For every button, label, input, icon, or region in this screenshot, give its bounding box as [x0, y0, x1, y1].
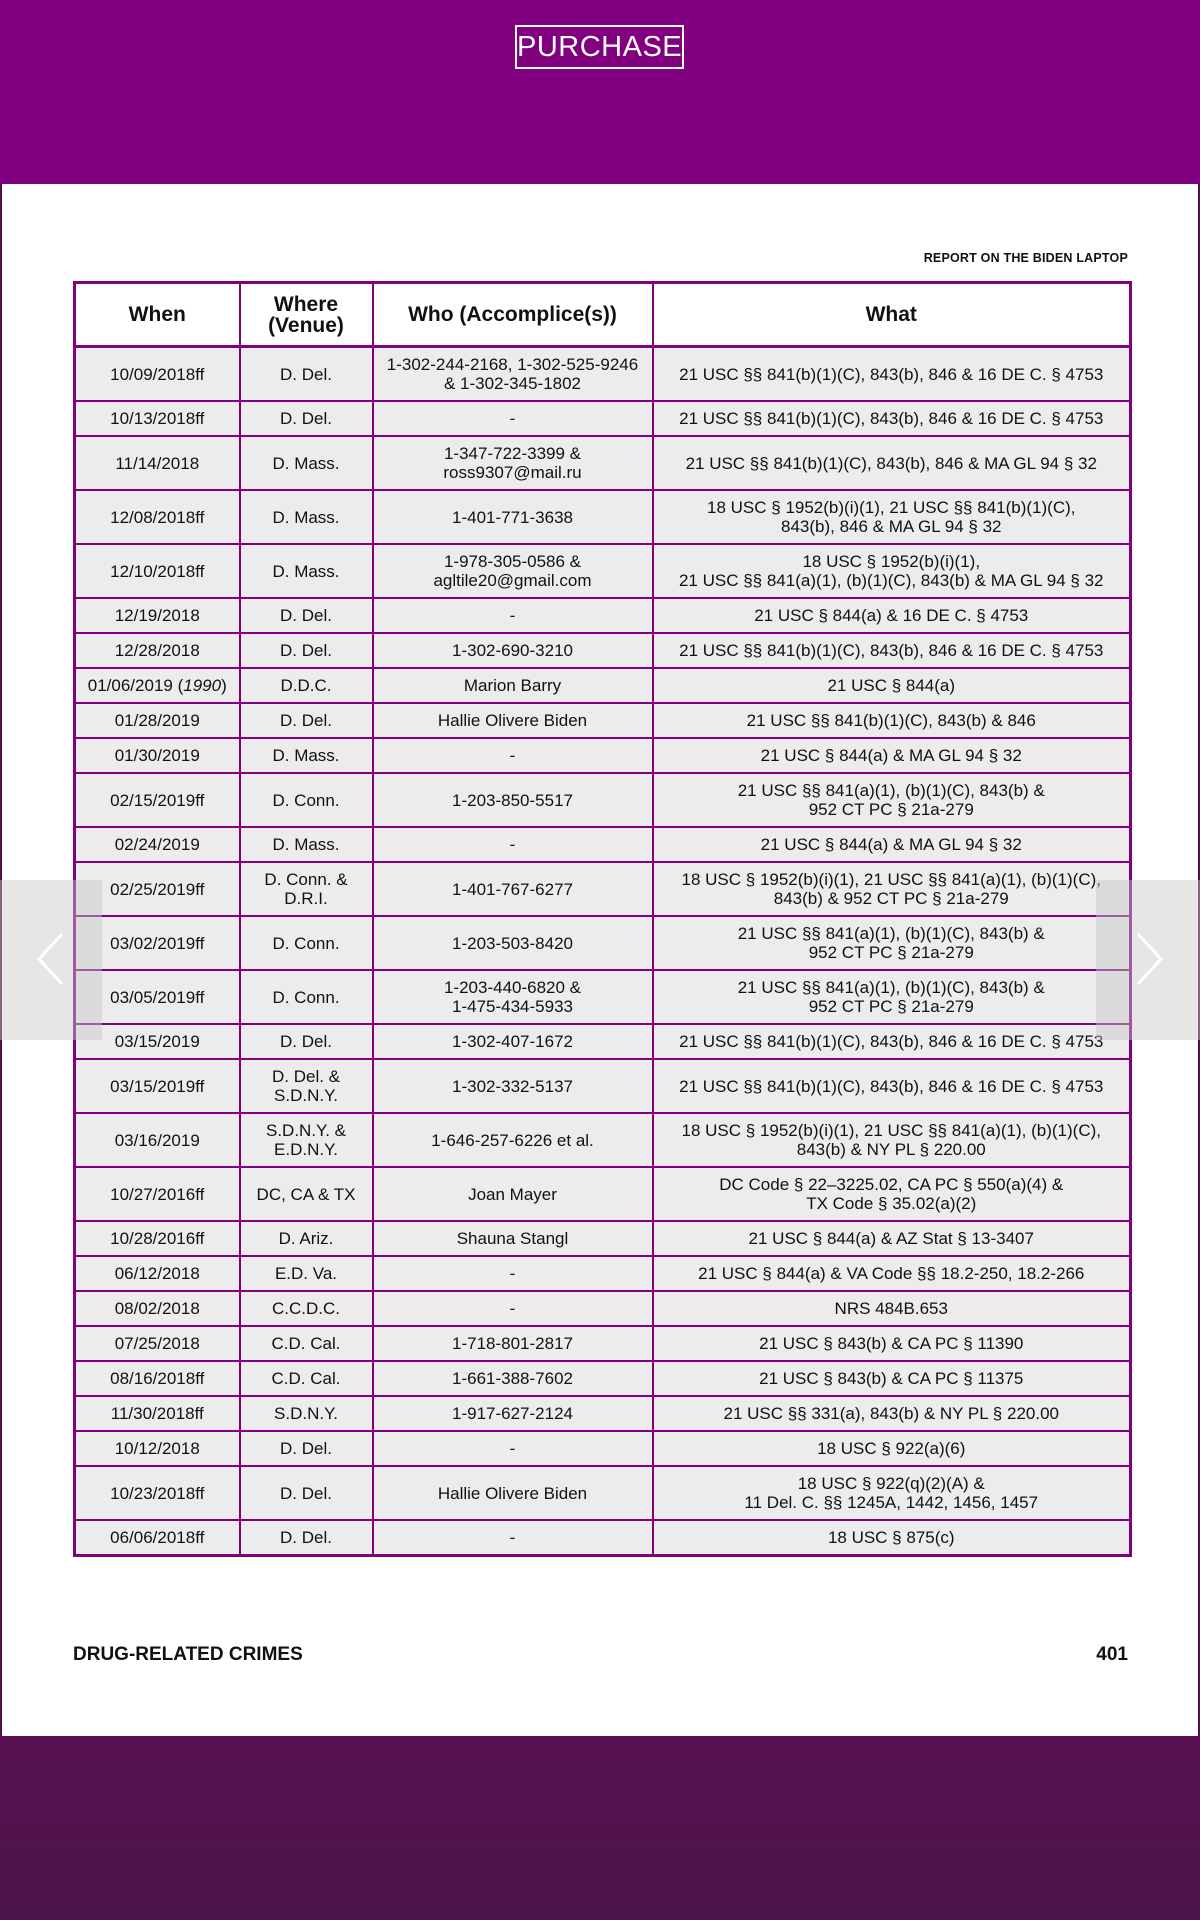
cell-when-text: 01/06/2019 (: [87, 676, 184, 695]
cell-who: Marion Barry: [373, 668, 653, 703]
cell-what: 18 USC § 922(a)(6): [653, 1431, 1131, 1466]
table-row: [75, 544, 1131, 598]
cell-when: 02/15/2019ff: [75, 773, 240, 827]
table-row: [75, 1361, 1131, 1396]
book-page: [2, 184, 1198, 1736]
table-row: [75, 703, 1131, 738]
cell-where: D.D.C.: [240, 668, 373, 703]
purchase-button[interactable]: PURCHASE: [515, 25, 684, 69]
table-row: [75, 668, 1131, 703]
cell-when: 12/28/2018: [75, 633, 240, 668]
cell-who: 1-978-305-0586 & agltile20@gmail.com: [373, 544, 653, 598]
cell-what: DC Code § 22–3225.02, CA PC § 550(a)(4) & TX Code § 35.02(a)(2): [653, 1167, 1131, 1221]
cell-what: 21 USC §§ 841(a)(1), (b)(1)(C), 843(b) & 952 CT PC § 21a-279: [653, 773, 1131, 827]
cell-when: 03/02/2019ff: [75, 916, 240, 970]
cell-what: 21 USC §§ 841(b)(1)(C), 843(b) & 846: [653, 703, 1131, 738]
cell-where: S.D.N.Y. & E.D.N.Y.: [240, 1113, 373, 1167]
table-row: [75, 1113, 1131, 1167]
cell-what: 21 USC §§ 841(b)(1)(C), 843(b), 846 & 16 DE C. § 4753: [653, 1059, 1131, 1113]
cell-where: D. Mass.: [240, 544, 373, 598]
cell-when: 06/12/2018: [75, 1256, 240, 1291]
cell-where: DC, CA & TX: [240, 1167, 373, 1221]
column-header-where: Where (Venue): [240, 283, 373, 347]
cell-what: 21 USC § 844(a) & VA Code §§ 18.2-250, 18.2-266: [653, 1256, 1131, 1291]
cell-when: 10/23/2018ff: [75, 1466, 240, 1520]
cell-when: 10/09/2018ff: [75, 347, 240, 402]
cell-when: 11/14/2018: [75, 436, 240, 490]
cell-when: 01/28/2019: [75, 703, 240, 738]
cell-where: D. Del.: [240, 347, 373, 402]
cell-what: 21 USC § 843(b) & CA PC § 11390: [653, 1326, 1131, 1361]
cell-where: D. Del.: [240, 1431, 373, 1466]
cell-who: -: [373, 738, 653, 773]
cell-who: 1-718-801-2817: [373, 1326, 653, 1361]
cell-what: 18 USC § 875(c): [653, 1520, 1131, 1556]
crimes-table: [73, 281, 1132, 1557]
cell-when: 01/30/2019: [75, 738, 240, 773]
cell-where: D. Conn.: [240, 916, 373, 970]
cell-where: D. Conn. & D.R.I.: [240, 862, 373, 916]
cell-who: 1-302-407-1672: [373, 1024, 653, 1059]
cell-when: 03/16/2019: [75, 1113, 240, 1167]
table-row: [75, 633, 1131, 668]
cell-what: 21 USC § 844(a) & MA GL 94 § 32: [653, 827, 1131, 862]
cell-where: D. Conn.: [240, 970, 373, 1024]
running-head: REPORT ON THE BIDEN LAPTOP: [923, 251, 1128, 265]
cell-when: 08/02/2018: [75, 1291, 240, 1326]
cell-what: 21 USC §§ 331(a), 843(b) & NY PL § 220.00: [653, 1396, 1131, 1431]
table-row: [75, 827, 1131, 862]
cell-where: D. Del.: [240, 1520, 373, 1556]
cell-who: 1-302-244-2168, 1-302-525-9246 & 1-302-345-1802: [373, 347, 653, 402]
table-row: [75, 862, 1131, 916]
cell-when: 10/12/2018: [75, 1431, 240, 1466]
cell-who: Joan Mayer: [373, 1167, 653, 1221]
cell-where: D. Del.: [240, 598, 373, 633]
table-row: [75, 1256, 1131, 1291]
cell-who: Hallie Olivere Biden: [373, 1466, 653, 1520]
cell-what: 21 USC §§ 841(b)(1)(C), 843(b), 846 & 16 DE C. § 4753: [653, 401, 1131, 436]
cell-where: D. Ariz.: [240, 1221, 373, 1256]
column-header-what: What: [653, 283, 1131, 347]
cell-who: 1-203-503-8420: [373, 916, 653, 970]
next-page-button[interactable]: [1096, 880, 1200, 1040]
cell-what: 21 USC § 844(a): [653, 668, 1131, 703]
chevron-left-icon: [34, 930, 66, 988]
cell-who: -: [373, 1431, 653, 1466]
cell-who: 1-661-388-7602: [373, 1361, 653, 1396]
table-row: [75, 1326, 1131, 1361]
cell-who: 1-646-257-6226 et al.: [373, 1113, 653, 1167]
cell-who: -: [373, 1520, 653, 1556]
previous-page-button[interactable]: [0, 880, 102, 1040]
table-row: [75, 347, 1131, 402]
cell-when: 03/05/2019ff: [75, 970, 240, 1024]
cell-what: NRS 484B.653: [653, 1291, 1131, 1326]
chevron-right-icon: [1134, 930, 1166, 988]
cell-when-suffix: ): [221, 676, 227, 695]
cell-when: 10/28/2016ff: [75, 1221, 240, 1256]
table-header-row: [75, 283, 1131, 347]
cell-where: E.D. Va.: [240, 1256, 373, 1291]
cell-what: 21 USC §§ 841(a)(1), (b)(1)(C), 843(b) & 952 CT PC § 21a-279: [653, 970, 1131, 1024]
cell-when: [75, 668, 240, 703]
cell-who: 1-347-722-3399 & ross9307@mail.ru: [373, 436, 653, 490]
table-row: [75, 1396, 1131, 1431]
cell-what: 21 USC §§ 841(b)(1)(C), 843(b), 846 & MA GL 94 § 32: [653, 436, 1131, 490]
cell-what: 18 USC § 922(q)(2)(A) & 11 Del. C. §§ 1245A, 1442, 1456, 1457: [653, 1466, 1131, 1520]
cell-who: -: [373, 598, 653, 633]
cell-where: D. Mass.: [240, 490, 373, 544]
cell-when: 06/06/2018ff: [75, 1520, 240, 1556]
table-row: [75, 1291, 1131, 1326]
cell-when: 02/25/2019ff: [75, 862, 240, 916]
cell-when: 02/24/2019: [75, 827, 240, 862]
page-number: 401: [1096, 1644, 1128, 1665]
cell-when: 12/19/2018: [75, 598, 240, 633]
cell-who: 1-917-627-2124: [373, 1396, 653, 1431]
cell-who: 1-302-332-5137: [373, 1059, 653, 1113]
cell-who: -: [373, 1256, 653, 1291]
column-header-when: When: [75, 283, 240, 347]
table-row: [75, 916, 1131, 970]
cell-who: -: [373, 827, 653, 862]
cell-what: 21 USC §§ 841(a)(1), (b)(1)(C), 843(b) & 952 CT PC § 21a-279: [653, 916, 1131, 970]
table-row: [75, 1221, 1131, 1256]
cell-where: C.D. Cal.: [240, 1326, 373, 1361]
footer-section-title: DRUG-RELATED CRIMES: [73, 1644, 303, 1665]
cell-who: 1-203-440-6820 & 1-475-434-5933: [373, 970, 653, 1024]
table-row: [75, 1466, 1131, 1520]
cell-who: 1-401-771-3638: [373, 490, 653, 544]
cell-what: 21 USC §§ 841(b)(1)(C), 843(b), 846 & 16 DE C. § 4753: [653, 347, 1131, 402]
cell-who: 1-401-767-6277: [373, 862, 653, 916]
cell-where: S.D.N.Y.: [240, 1396, 373, 1431]
table-row: [75, 1059, 1131, 1113]
table-row: [75, 436, 1131, 490]
cell-what: 21 USC § 844(a) & MA GL 94 § 32: [653, 738, 1131, 773]
cell-when: 11/30/2018ff: [75, 1396, 240, 1431]
cell-when: 03/15/2019ff: [75, 1059, 240, 1113]
cell-who: -: [373, 1291, 653, 1326]
table-row: [75, 490, 1131, 544]
cell-where: D. Del.: [240, 633, 373, 668]
cell-who: Shauna Stangl: [373, 1221, 653, 1256]
cell-where: C.C.D.C.: [240, 1291, 373, 1326]
table-row: [75, 1024, 1131, 1059]
table-row: [75, 1520, 1131, 1556]
table-row: [75, 970, 1131, 1024]
cell-when: 07/25/2018: [75, 1326, 240, 1361]
cell-what: 21 USC § 844(a) & 16 DE C. § 4753: [653, 598, 1131, 633]
cell-who: -: [373, 401, 653, 436]
cell-who: Hallie Olivere Biden: [373, 703, 653, 738]
table-row: [75, 598, 1131, 633]
column-header-who: Who (Accomplice(s)): [373, 283, 653, 347]
cell-where: D. Del. & S.D.N.Y.: [240, 1059, 373, 1113]
cell-what: 18 USC § 1952(b)(i)(1), 21 USC §§ 841(a)(1), (b)(1)(C), 843(b) & 952 CT PC § 21a-279: [653, 862, 1131, 916]
cell-when: 08/16/2018ff: [75, 1361, 240, 1396]
cell-when: 03/15/2019: [75, 1024, 240, 1059]
cell-when: 12/08/2018ff: [75, 490, 240, 544]
cell-when-original-year: 1990: [183, 676, 222, 695]
cell-when: 10/27/2016ff: [75, 1167, 240, 1221]
cell-when: 10/13/2018ff: [75, 401, 240, 436]
cell-where: D. Del.: [240, 1024, 373, 1059]
cell-what: 21 USC § 843(b) & CA PC § 11375: [653, 1361, 1131, 1396]
cell-where: D. Del.: [240, 1466, 373, 1520]
cell-what: 18 USC § 1952(b)(i)(1), 21 USC §§ 841(a)(1), (b)(1)(C), 843(b) & NY PL § 220.00: [653, 1113, 1131, 1167]
cell-what: 21 USC § 844(a) & AZ Stat § 13-3407: [653, 1221, 1131, 1256]
table-row: [75, 1167, 1131, 1221]
cell-where: D. Mass.: [240, 436, 373, 490]
cell-what: 18 USC § 1952(b)(i)(1), 21 USC §§ 841(a)(1), (b)(1)(C), 843(b) & MA GL 94 § 32: [653, 544, 1131, 598]
cell-where: C.D. Cal.: [240, 1361, 373, 1396]
table-row: [75, 773, 1131, 827]
cell-what: 21 USC §§ 841(b)(1)(C), 843(b), 846 & 16 DE C. § 4753: [653, 1024, 1131, 1059]
table-row: [75, 1431, 1131, 1466]
cell-where: D. Mass.: [240, 738, 373, 773]
cell-where: D. Del.: [240, 401, 373, 436]
cell-where: D. Del.: [240, 703, 373, 738]
cell-when: 12/10/2018ff: [75, 544, 240, 598]
cell-who: 1-203-850-5517: [373, 773, 653, 827]
bottom-banner: [0, 1736, 1200, 1920]
cell-where: D. Conn.: [240, 773, 373, 827]
cell-what: 18 USC § 1952(b)(i)(1), 21 USC §§ 841(b)(1)(C), 843(b), 846 & MA GL 94 § 32: [653, 490, 1131, 544]
cell-who: 1-302-690-3210: [373, 633, 653, 668]
cell-what: 21 USC §§ 841(b)(1)(C), 843(b), 846 & 16 DE C. § 4753: [653, 633, 1131, 668]
cell-where: D. Mass.: [240, 827, 373, 862]
table-row: [75, 738, 1131, 773]
top-banner: [0, 0, 1200, 184]
table-row: [75, 401, 1131, 436]
